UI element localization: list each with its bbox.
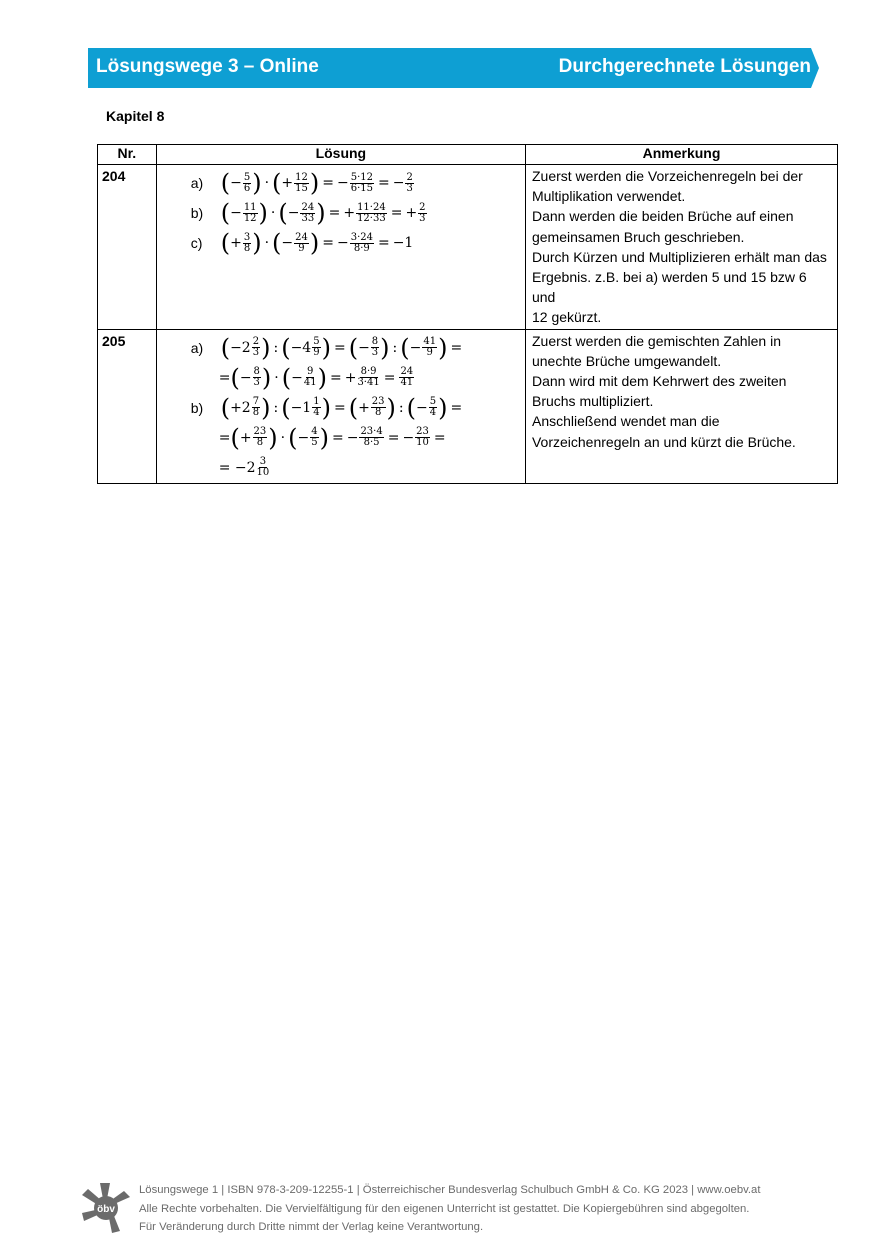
item-label: c) (190, 235, 203, 251)
solution-cell (156, 165, 525, 330)
note-line: gemeinsamen Bruch geschrieben. (531, 228, 745, 245)
math-line: b) ( +2 $\frac{7}{8}$ ) : ( −1 $\frac{1}{4}$ ) = ( + $\frac{23}{8}$ ) : ( − $\frac{5}{4}$ ) = (190, 393, 463, 422)
item-label: b) (190, 399, 204, 416)
header-title: Lösungswege 3 – Online (96, 56, 319, 77)
note-line: Anschließend wendet man die (531, 413, 720, 430)
item-label: a) (190, 175, 204, 191)
math-line: c) ( + $\frac{3}{8}$ ) · ( − $\frac{24}{9}$ ) = − $\frac{3\cdot 24}{8\cdot 9}$ = −1 (190, 229, 414, 257)
note-line: Zuerst werden die Vorzeichenregeln bei der (531, 168, 803, 184)
footer-line: Für Veränderung durch Dritte nimmt der Verlag keine Verantwortung. (139, 1221, 484, 1233)
header-anmerkung: Anmerkung (525, 145, 837, 165)
note-line: Bruchs multipliziert. (531, 393, 654, 410)
solutions-table (97, 144, 838, 484)
note-line: Vorzeichenregeln an und kürzt die Brüche. (531, 433, 796, 450)
note-line: Dann wird mit dem Kehrwert des zweiten (531, 373, 787, 390)
logo-text: öbv (97, 1204, 115, 1215)
math-line: a) ( − $\frac{5}{6}$ ) · ( + $\frac{12}{15}$ ) = − $\frac{5\cdot 12}{6\cdot 15}$ = − $\frac{2}{3}$ (190, 169, 413, 197)
note-line: Dann werden die beiden Brüche auf einen (531, 208, 794, 225)
header-loesung: Lösung (156, 145, 525, 165)
note-cell (525, 165, 837, 330)
row-number: 205 (98, 329, 157, 483)
solution-cell (156, 329, 525, 483)
item-label: a) (190, 339, 204, 356)
math-line: = ( − $\frac{8}{3}$ ) · ( − $\frac{9}{41}$ ) = + $\frac{8\cdot 9}{3\cdot 41}$ = $\frac{24}{41}$ (218, 363, 414, 392)
note-line: unechte Brüche umgewandelt. (531, 352, 722, 369)
table-row (98, 165, 838, 330)
row-number: 204 (98, 165, 157, 330)
header-nr: Nr. (98, 145, 157, 165)
math-line: b) ( − $\frac{11}{12}$ ) · ( − $\frac{24}{33}$ ) = + $\frac{11\cdot 24}{12\cdot 33}$ = + $\frac{2}{3}$ (190, 199, 426, 227)
note-cell (525, 329, 837, 483)
table-header-row (98, 145, 838, 165)
oebv-logo (80, 1181, 132, 1238)
header-banner (88, 48, 819, 88)
footer-line: Alle Rechte vorbehalten. Die Vervielfältigung für den eigenen Unterricht ist gestattet. Die Kopiergebühren sind abgegolten. (139, 1202, 750, 1215)
math-line: = −2 $\frac{3}{10}$ (218, 456, 270, 479)
footer (139, 1181, 760, 1237)
math-line: = ( + $\frac{23}{8}$ ) · ( − $\frac{4}{5}$ ) = − $\frac{23\cdot 4}{8\cdot 5}$ = − $\frac{23}{10}$ = (218, 423, 446, 452)
note-line: Zuerst werden die gemischten Zahlen in (531, 332, 782, 349)
header-subtitle: Durchgerechnete Lösungen (558, 56, 811, 77)
math-line: a) ( −2 $\frac{2}{3}$ ) : ( −4 $\frac{5}{9}$ ) = ( − $\frac{8}{3}$ ) : ( − $\frac{41}{9}$ ) = (190, 333, 463, 362)
chapter-title: Kapitel 8 (106, 108, 165, 124)
table-row (98, 329, 838, 483)
note-line: Ergebnis. z.B. bei a) werden 5 und 15 bzw 6 und (531, 269, 807, 306)
note-line: Durch Kürzen und Multiplizieren erhält man das (531, 248, 827, 265)
footer-line: Lösungswege 1 | ISBN 978-3-209-12255-1 | Österreichischer Bundesverlag Schulbuch GmbH & Co. KG 2023 | www.oebv.at (139, 1184, 761, 1196)
note-line: Multiplikation verwendet. (531, 188, 686, 205)
note-line: 12 gekürzt. (531, 309, 602, 326)
item-label: b) (190, 205, 204, 221)
